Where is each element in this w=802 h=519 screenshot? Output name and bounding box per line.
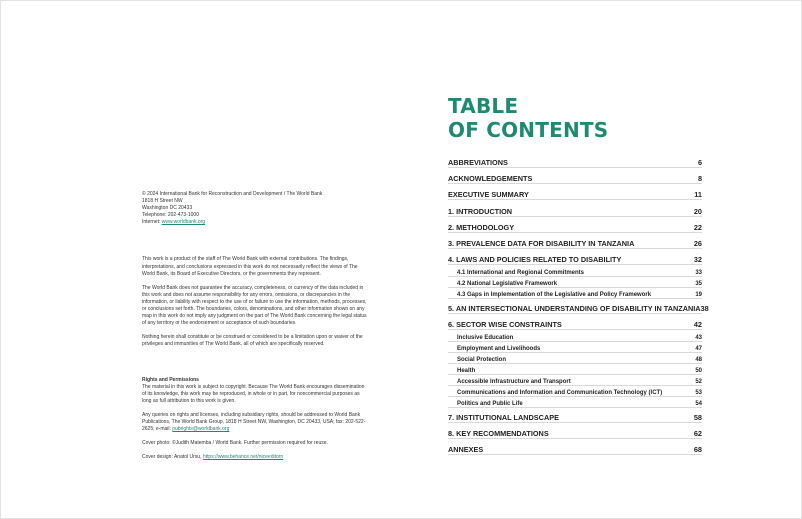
toc-title-line-1: TABLE (448, 94, 519, 118)
cover-design-label: Cover design: Anatol Ursu, (142, 454, 203, 461)
toc-title (448, 94, 608, 142)
toc-subentry[interactable] (448, 266, 702, 277)
toc-entry-label: 6. SECTOR WISE CONSTRAINTS (448, 320, 562, 329)
internet-label: Internet: (142, 219, 162, 226)
toc-entry-label: 5. AN INTERSECTIONAL UNDERSTANDING OF DISABILITY IN TANZANIA (448, 304, 701, 313)
telephone-line: Telephone: 202-473-1000 (142, 212, 199, 219)
toc-entry-page: 26 (693, 239, 702, 248)
toc-entry-label: 2. METHODOLOGY (448, 223, 515, 232)
toc-entry-page: 11 (694, 190, 702, 199)
rights-paragraph-2 (142, 412, 367, 433)
toc-subentry[interactable] (448, 397, 702, 408)
toc-entry-label: Accessible Infrastructure and Transport (457, 379, 571, 385)
toc-entry-page: 42 (693, 320, 702, 329)
toc-subentry[interactable] (448, 288, 702, 299)
behance-link[interactable]: https://www.behance.net/niceeditorn (202, 454, 284, 461)
toc-entry[interactable] (448, 236, 702, 249)
toc-entry-label: 1. INTRODUCTION (448, 207, 513, 216)
toc-entry-page: 6 (697, 158, 702, 167)
toc-entry[interactable] (448, 317, 702, 330)
pubrights-email-link[interactable]: pubrights@worldbank.org (172, 426, 230, 433)
toc-subentry[interactable] (448, 277, 702, 288)
worldbank-link[interactable]: www.worldbank.org (161, 219, 206, 226)
toc-entry[interactable] (448, 301, 709, 314)
toc-entry-label: Social Protection (457, 357, 507, 363)
toc-entry-page: 43 (695, 335, 702, 341)
toc-entry-page: 68 (693, 445, 702, 454)
toc-entry-page: 19 (695, 292, 702, 298)
toc-entry-page: 54 (695, 401, 702, 407)
toc-entry-page: 8 (697, 174, 702, 183)
toc-subentry[interactable] (448, 353, 702, 364)
disclaimer-paragraph-3: Nothing herein shall constitute or be construed or considered to be a limitation upon or waiver of the privileges and immunities of The World Bank, all of which are specifically reserved. (142, 334, 363, 348)
cover-design-credit (142, 454, 367, 461)
toc-entry-page: 52 (695, 379, 702, 385)
toc-entry-page: 62 (693, 429, 702, 438)
toc-entry[interactable] (448, 426, 702, 439)
toc-entry[interactable] (448, 442, 702, 455)
toc-entry[interactable] (448, 252, 702, 265)
cover-photo-credit: Cover photo: ©Judith Matemba / World Bank. Further permission required for reuse. (142, 440, 328, 447)
toc-entry[interactable] (448, 220, 702, 233)
toc-entry-label: ACKNOWLEDGEMENTS (448, 174, 533, 183)
toc-entry-label: 4. LAWS AND POLICIES RELATED TO DISABILITY (448, 255, 622, 264)
toc-entry-label: Communications and Information and Communication Technology (ICT) (457, 390, 663, 396)
rights-queries-text: Any queries on rights and licenses, including subsidiary rights, should be addressed to World Bank Publications, The World Bank Group, 1818 H Street NW, Washington, DC 20433, USA; fax: 202-522-2625; e-mail: (142, 411, 366, 433)
toc-entry-page: 58 (693, 413, 702, 422)
toc-entry-label: Politics and Public Life (457, 401, 523, 407)
toc-entry-page: 48 (695, 357, 702, 363)
copyright-line: © 2024 International Bank for Reconstruction and Development / The World Bank (142, 191, 323, 197)
rights-heading: Rights and Permissions (142, 376, 199, 383)
toc-entry-page: 32 (693, 255, 702, 264)
toc-subentry[interactable] (448, 342, 702, 353)
toc-entry-page: 38 (700, 304, 709, 313)
toc-entry-page: 53 (695, 390, 702, 396)
toc-entry-page: 50 (695, 368, 702, 374)
toc-entry[interactable] (448, 155, 702, 168)
rights-paragraph-1: The material in this work is subject to copyright. Because The World Bank encourages dissemination of its knowledge, this work may be reproduced, in whole or in part, for noncommercial purposes as long as full attribution to this work is given. (142, 383, 365, 404)
toc-entry-label: ABBREVIATIONS (448, 158, 508, 167)
toc-entry-label: 7. INSTITUTIONAL LANDSCAPE (448, 413, 559, 422)
toc-subentry[interactable] (448, 375, 702, 386)
toc-entry-label: 8. KEY RECOMMENDATIONS (448, 429, 549, 438)
toc-entry-label: 4.1 International and Regional Commitments (457, 270, 585, 276)
toc-entry-page: 22 (693, 223, 702, 232)
toc-entry-label: Inclusive Education (457, 335, 514, 341)
disclaimer-paragraph-2: The World Bank does not guarantee the accuracy, completeness, or currency of the data included in this work and does not assume responsibility for any errors, omissions, or discrepancies in the information, or liability with respect to the use of or failure to use the information, methods, processes, or conclusions set forth. The boundaries, colors, denominations, and other information shown on any map in this work do not imply any judgment on the part of The World Bank concerning the legal status of any territory or the endorsement or acceptance of such boundaries. (142, 284, 367, 327)
toc-entry-page: 47 (695, 346, 702, 352)
city-line: Washington DC 20433 (142, 205, 193, 212)
toc-entry-label: Employment and Livelihoods (457, 346, 541, 352)
toc-entry-label: ANNEXES (448, 445, 484, 454)
address-line: 1818 H Street NW (142, 198, 183, 205)
toc-entry-page: 20 (693, 207, 702, 216)
toc-entry-label: Health (457, 368, 476, 374)
toc-entry[interactable] (448, 204, 702, 217)
toc-entry-label: 4.3 Gaps in Implementation of the Legislative and Policy Framework (457, 292, 652, 298)
toc-subentry[interactable] (448, 331, 702, 342)
toc-entry[interactable] (448, 410, 702, 423)
toc-entry-label: 3. PREVALENCE DATA FOR DISABILITY IN TANZANIA (448, 239, 635, 248)
toc-entry[interactable] (448, 171, 702, 184)
toc-entry[interactable] (448, 187, 702, 200)
toc-entry-page: 33 (695, 270, 702, 276)
toc-title-line-2: OF CONTENTS (448, 118, 609, 142)
toc-entry-label: 4.2 National Legislative Framework (457, 281, 558, 287)
toc-subentry[interactable] (448, 386, 702, 397)
toc-entry-page: 35 (695, 281, 702, 287)
disclaimer-paragraph-1: This work is a product of the staff of The World Bank with external contributions. The findings, interpretations, and conclusions expressed in this work do not necessarily reflect the views of The World Bank, its Board of Executive Directors, or the governments they represent. (142, 256, 358, 277)
toc-entry-label: EXECUTIVE SUMMARY (448, 190, 529, 199)
toc-subentry[interactable] (448, 364, 702, 375)
copyright-page (142, 191, 367, 461)
internet-line (142, 219, 367, 226)
